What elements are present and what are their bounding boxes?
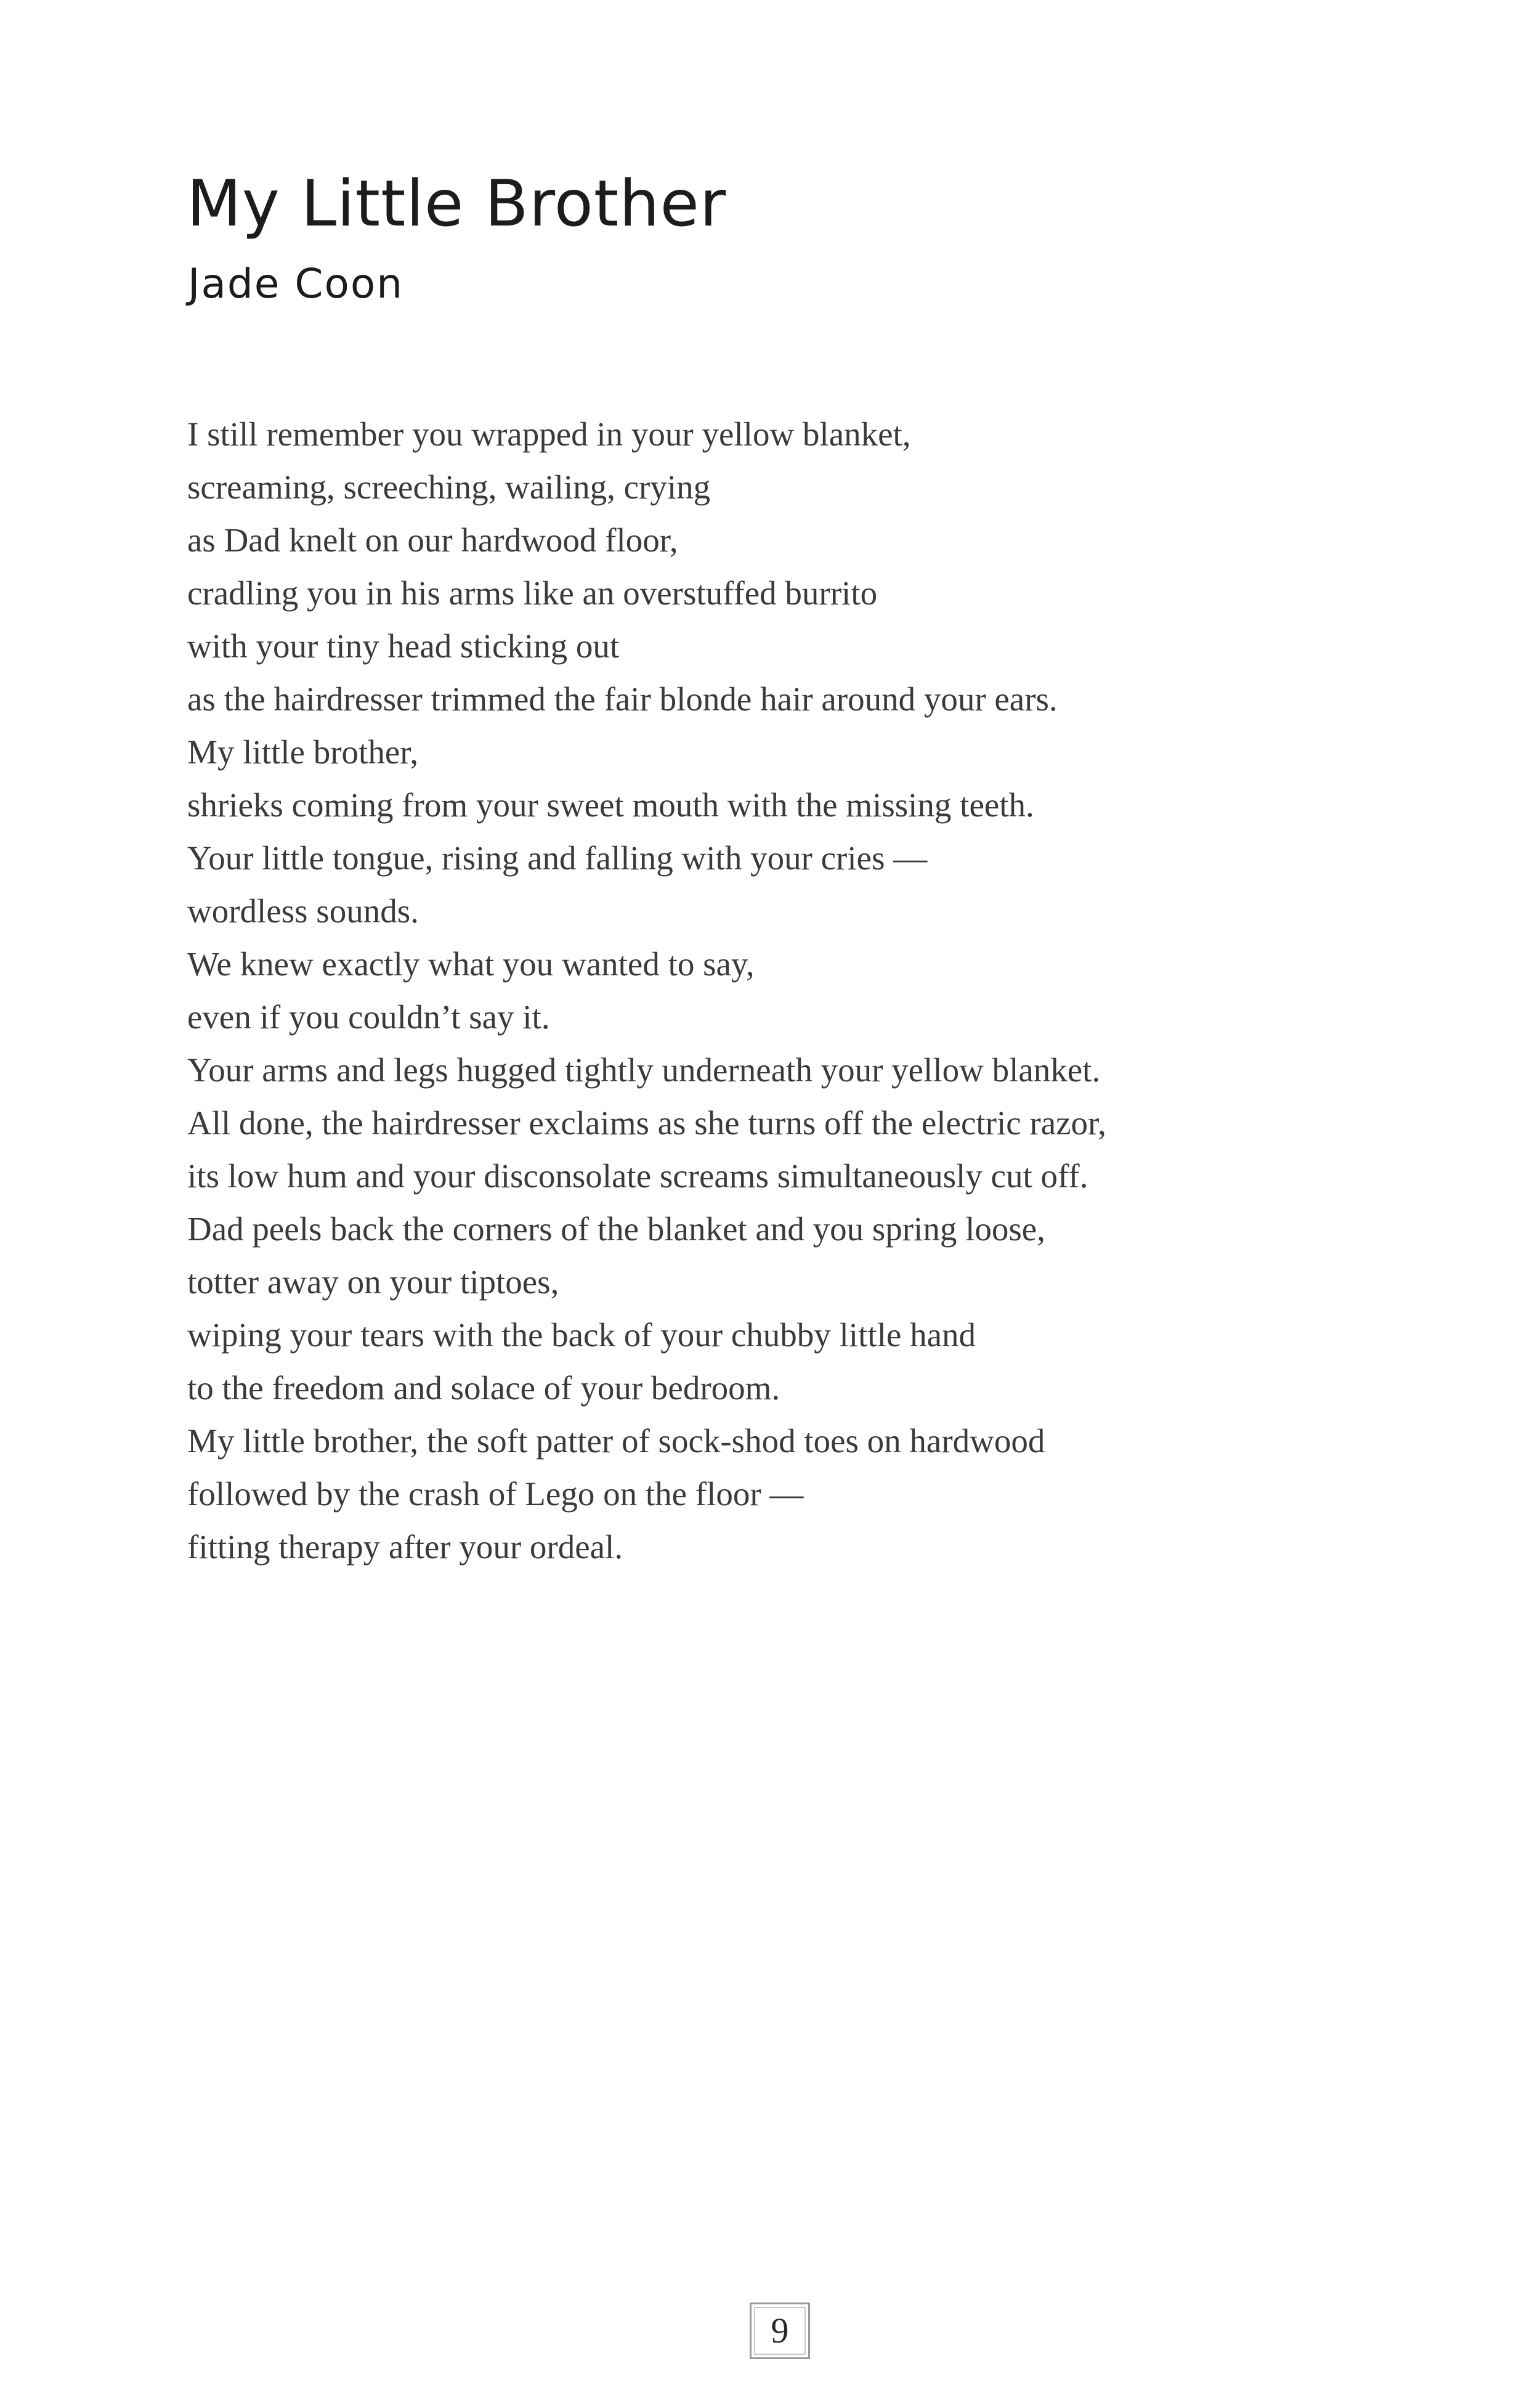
poem-title: My Little Brother xyxy=(187,167,727,241)
poem-line: Your arms and legs hugged tightly underneath your yellow blanket. xyxy=(187,1051,1101,1089)
poem-line: its low hum and your disconsolate screams simultaneously cut off. xyxy=(187,1157,1088,1195)
poem-line: shrieks coming from your sweet mouth with the missing teeth. xyxy=(187,786,1034,824)
page-number: 9 xyxy=(750,2302,810,2359)
poem-author: Jade Coon xyxy=(188,260,404,307)
poem-line: as Dad knelt on our hardwood floor, xyxy=(187,521,678,559)
poem-line: to the freedom and solace of your bedroom. xyxy=(187,1369,780,1407)
poem-line: with your tiny head sticking out xyxy=(187,627,620,665)
poem-line: totter away on your tiptoes, xyxy=(187,1263,559,1301)
poem-line: followed by the crash of Lego on the floor — xyxy=(187,1475,804,1513)
poem-line: wordless sounds. xyxy=(187,892,419,930)
poem-line: cradling you in his arms like an overstuffed burrito xyxy=(187,574,878,612)
poem-line: My little brother, the soft patter of sock-shod toes on hardwood xyxy=(187,1422,1045,1460)
poem-body xyxy=(187,408,1106,1574)
poem-line: Dad peels back the corners of the blanket and you spring loose, xyxy=(187,1210,1045,1248)
poem-line: even if you couldn’t say it. xyxy=(187,998,550,1036)
poem-line: I still remember you wrapped in your yellow blanket, xyxy=(187,415,911,453)
poem-line: wiping your tears with the back of your chubby little hand xyxy=(187,1316,976,1354)
poem-line: as the hairdresser trimmed the fair blonde hair around your ears. xyxy=(187,680,1058,718)
poem-line: We knew exactly what you wanted to say, xyxy=(187,945,755,983)
poem-line: Your little tongue, rising and falling with your cries — xyxy=(187,839,928,877)
poem-line: My little brother, xyxy=(187,733,419,771)
poem-line: screaming, screeching, wailing, crying xyxy=(187,468,711,506)
poem-line: All done, the hairdresser exclaims as she turns off the electric razor, xyxy=(187,1104,1106,1142)
poem-line: fitting therapy after your ordeal. xyxy=(187,1528,623,1566)
